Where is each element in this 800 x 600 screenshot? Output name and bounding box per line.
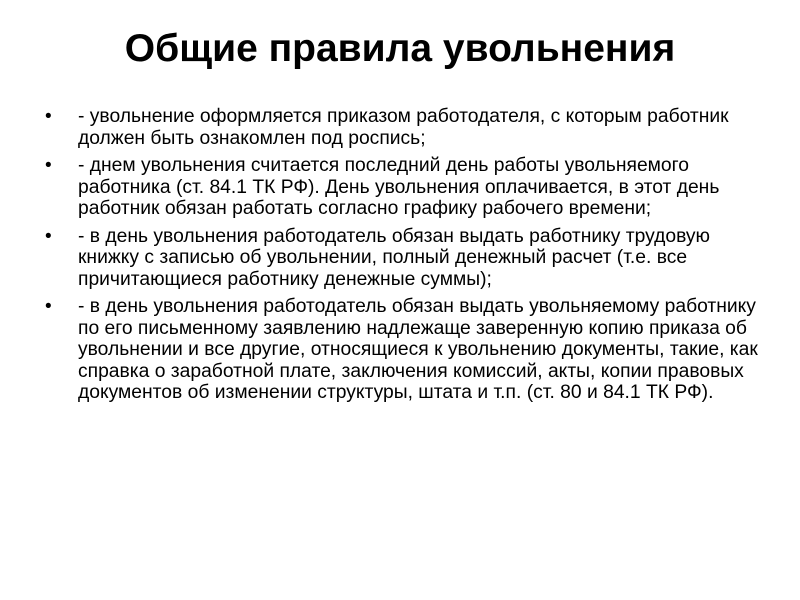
list-item	[40, 296, 760, 404]
list-item	[40, 106, 760, 149]
bullet-icon: •	[45, 106, 52, 127]
list-item	[40, 155, 760, 220]
bullet-icon: •	[45, 296, 52, 317]
bullet-text: - днем увольнения считается последний день работы увольняемого работника (ст. 84.1 ТК РФ). День увольнения оплачивается, в этот день работник обязан работать согласно графику рабочего времени;	[78, 155, 720, 219]
bullet-icon: •	[45, 225, 52, 247]
bullet-text: - в день увольнения работодатель обязан выдать увольняемому работнику по его письменному заявлению надлежаще заверенную копию приказа об увольнении и все другие, относящиеся к увольнению документы, такие, как справка о заработной плате, заключения комиссий, акты, копии правовых документов об изменении структуры, штата и т.п. (ст. 80 и 84.1 ТК РФ).	[78, 296, 758, 403]
bullet-text: - увольнение оформляется приказом работодателя, с которым работник должен быть ознакомлен под роспись;	[78, 106, 729, 149]
bullet-text: - в день увольнения работодатель обязан выдать работнику трудовую книжку с записью об увольнении, полный денежный расчет (т.е. все причитающиеся работнику денежные суммы);	[78, 225, 711, 290]
slide-title: Общие правила увольнения	[124, 27, 676, 70]
bullet-list	[40, 106, 760, 410]
list-item	[40, 226, 760, 291]
bullet-icon: •	[45, 155, 52, 176]
